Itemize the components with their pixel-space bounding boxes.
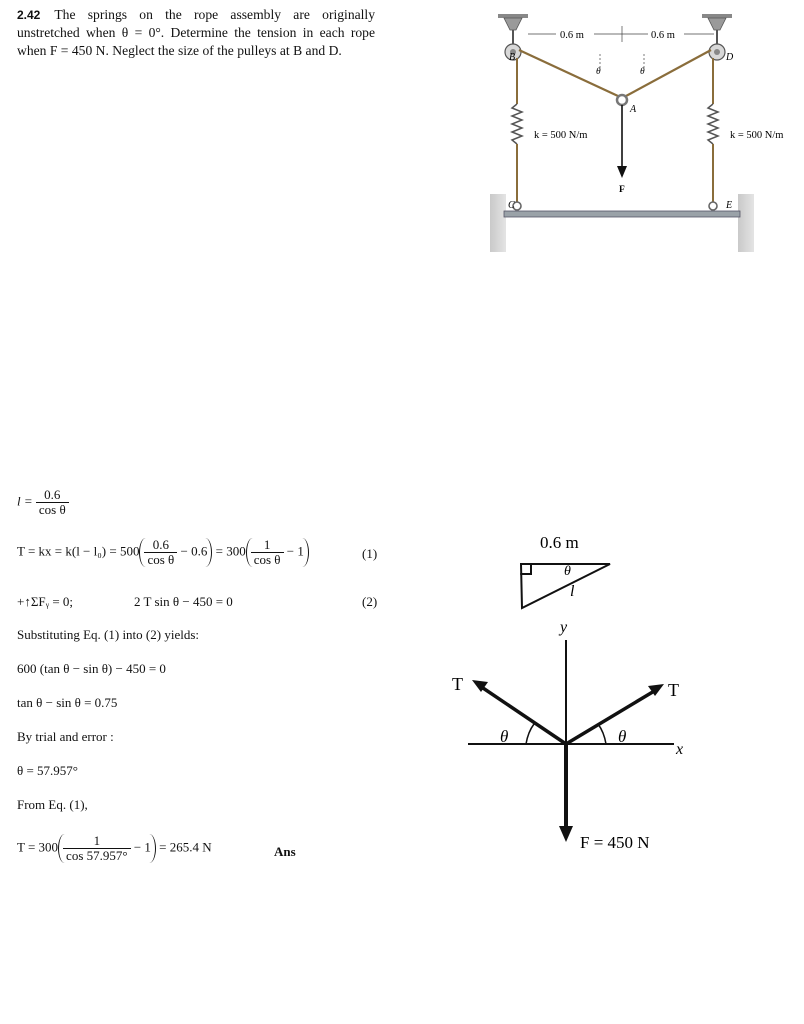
eq-1-tag: (1) bbox=[362, 546, 378, 561]
right-wall bbox=[738, 194, 754, 252]
eq-l: l = $\frac{0.6}{\text{cos θ}}$ bbox=[17, 488, 69, 517]
right-ceiling-support bbox=[702, 14, 732, 44]
left-rope-spring bbox=[512, 58, 522, 202]
theta-left: θ bbox=[596, 67, 601, 77]
angle-arc-right bbox=[598, 724, 606, 744]
answer-label: Ans bbox=[274, 844, 296, 859]
dimension-right: 0.6 m bbox=[651, 30, 675, 41]
bottom-beam bbox=[504, 211, 740, 217]
rope-da bbox=[626, 50, 711, 96]
label-b: B bbox=[509, 52, 516, 63]
label-c: C bbox=[508, 200, 515, 211]
force-arrowhead bbox=[617, 166, 627, 178]
force-label: F = 450 N bbox=[580, 833, 650, 852]
tension-left-label: T bbox=[452, 674, 463, 694]
ring-a bbox=[617, 95, 627, 105]
x-axis-label: x bbox=[676, 741, 684, 758]
free-body-diagram bbox=[440, 528, 690, 860]
sketch-theta-left: θ bbox=[500, 727, 509, 746]
spring-left-label: k = 500 N/m bbox=[534, 130, 588, 141]
label-d: D bbox=[726, 52, 734, 63]
line-substituting: Substituting Eq. (1) into (2) yields: bbox=[17, 627, 199, 642]
label-e: E bbox=[726, 200, 733, 211]
eq-1: T = kx = k(l − l₀) = 500 $\frac{0.6}{\text{cos θ}}$ − 0.6 = 300 $\frac{1}{\text{cos θ}}$ − 1 bbox=[17, 538, 309, 567]
label-a: A bbox=[630, 104, 637, 115]
eq-final: T = 300 $\frac{1}{\cos 57.957^\circ}$ − 1 = 265.4 N bbox=[17, 833, 212, 863]
problem-number: 2.42 bbox=[17, 8, 41, 22]
rope-ba bbox=[519, 50, 618, 96]
label-f: F bbox=[619, 185, 625, 195]
y-axis-label: y bbox=[560, 619, 568, 636]
line-from: From Eq. (1), bbox=[17, 797, 88, 812]
spring-right-label: k = 500 N/m bbox=[730, 130, 784, 141]
sketch-theta: θ bbox=[564, 564, 571, 579]
eq-2-tag: (2) bbox=[362, 594, 378, 609]
tension-left-vector bbox=[480, 686, 566, 744]
tension-right-label: T bbox=[668, 680, 679, 700]
sketch-length: 0.6 m bbox=[540, 533, 579, 552]
line-theta: θ = 57.957° bbox=[17, 763, 79, 778]
line-tan: tan θ − sin θ = 0.75 bbox=[17, 695, 118, 710]
line-trial: By trial and error : bbox=[17, 729, 114, 744]
left-ceiling-support bbox=[498, 14, 528, 44]
problem-text: The springs on the rope assembly are originally unstretched when θ = 0°. Determine the tension in each rope when F = 450 N. Neglect the size of the pulleys at B and D. bbox=[17, 7, 375, 58]
force-vector-arrowhead bbox=[559, 826, 573, 842]
sketch-theta-right: θ bbox=[618, 727, 627, 746]
theta-right: θ bbox=[640, 67, 645, 77]
eq-2-lhs: +↑ΣFᵧ = 0; bbox=[17, 594, 74, 609]
problem-statement bbox=[17, 6, 375, 59]
sketch-hyp: l bbox=[570, 583, 575, 600]
rope-assembly-figure bbox=[486, 8, 802, 254]
frac-l: $\frac{0.6}{\text{cos θ}}$ bbox=[36, 488, 69, 517]
left-wall bbox=[490, 194, 506, 252]
angle-arc-left bbox=[526, 724, 534, 744]
right-rope-spring bbox=[708, 58, 718, 202]
tension-right-vector bbox=[566, 690, 656, 744]
dimension-left: 0.6 m bbox=[560, 30, 584, 41]
eq-2-rhs: 2 T sin θ − 450 = 0 bbox=[134, 594, 233, 609]
dimension-lines bbox=[528, 26, 714, 68]
line-600: 600 (tan θ − sin θ) − 450 = 0 bbox=[17, 661, 166, 676]
